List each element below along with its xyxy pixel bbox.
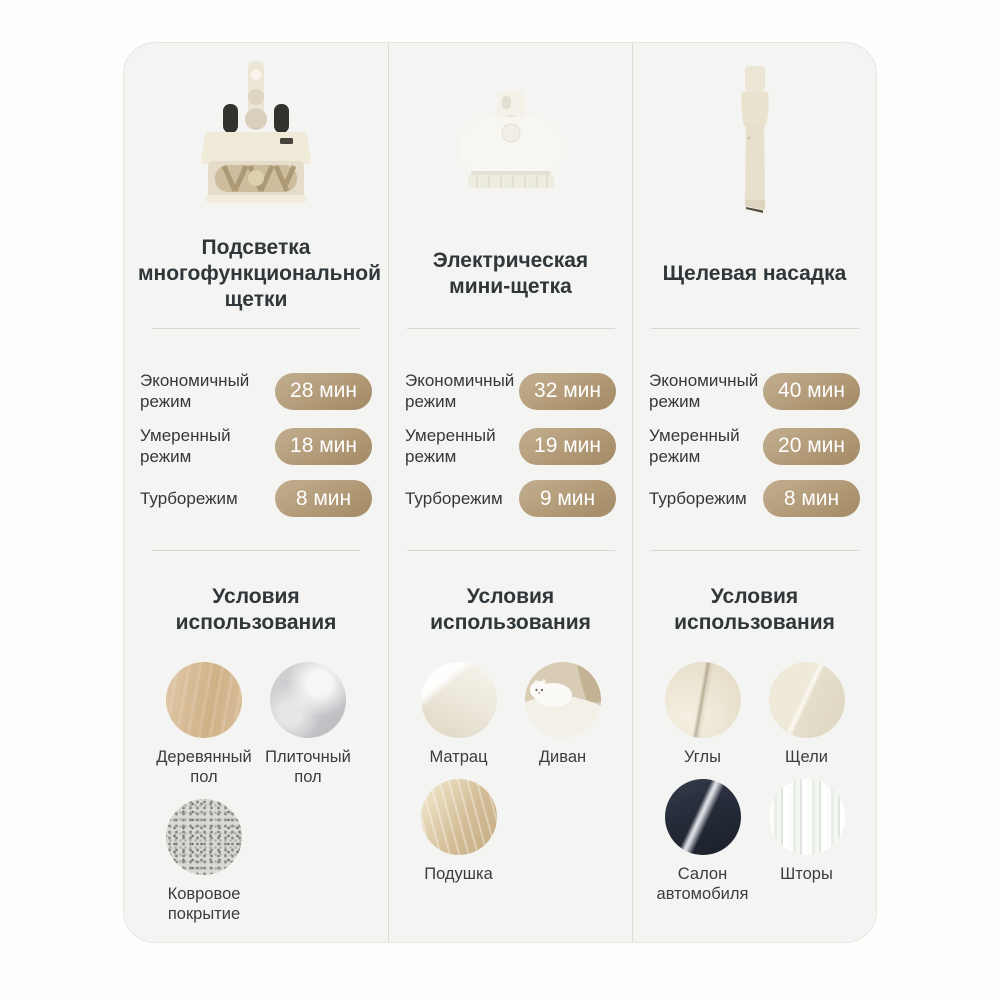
condition-label: Плиточный пол [265,748,351,786]
conditions-grid [138,662,374,924]
title-box [403,219,618,328]
divider [651,550,859,551]
condition-item [407,662,511,767]
mode-label: Турборежим [405,489,503,508]
runtime-modes [403,329,618,550]
crevice-nozzle-illustration [685,64,825,219]
mode-label: Турборежим [649,489,747,508]
divider [152,550,360,551]
condition-label: Шторы [780,865,833,883]
runtime-badge: 19 мин [519,428,616,465]
mode-row-eco [140,370,372,412]
title-box [138,219,381,328]
pillow-photo [421,779,497,855]
runtime-badge: 32 мин [519,373,616,410]
runtime-badge: 28 мин [275,373,372,410]
runtime-badge: 8 мин [275,480,372,517]
runtime-badge: 8 мин [763,480,860,517]
condition-item [755,662,859,767]
crevice-nozzle-image [647,43,862,219]
column-multifunction-brush [124,43,388,942]
condition-label: Деревянный пол [156,748,252,786]
mode-label: Умеренный режим [405,426,496,466]
condition-label: Ковровое покрытие [167,885,241,923]
condition-item [755,779,859,904]
condition-label: Салон автомобиля [656,865,749,903]
mode-label: Экономичный режим [649,371,759,411]
runtime-modes [647,329,862,550]
title-box [647,219,862,328]
divider [407,550,615,551]
condition-item [511,662,615,767]
mini-brush-illustration [441,89,581,219]
runtime-badge: 18 мин [275,428,372,465]
mode-row-eco [405,370,616,412]
condition-item [651,662,755,767]
runtime-badge: 20 мин [763,428,860,465]
mode-row-turbo [140,480,372,517]
condition-item [152,662,256,787]
tile-floor-photo [270,662,346,738]
mode-row-turbo [405,480,616,517]
mode-row-eco [649,370,860,412]
conditions-title: Условия использования [175,585,337,634]
attachment-title: Щелевая насадка [662,261,847,285]
condition-label: Щели [785,748,828,766]
attachment-title: Электрическая мини-щетка [432,248,589,298]
runtime-modes [138,329,374,550]
mode-row-moderate [140,425,372,467]
conditions-grid [647,662,862,904]
sofa-photo [525,662,601,738]
condition-item [651,779,755,904]
mode-row-turbo [649,480,860,517]
mode-row-moderate [649,425,860,467]
mode-label: Экономичный режим [405,371,515,411]
mode-label: Турборежим [140,489,238,508]
mode-row-moderate [405,425,616,467]
runtime-badge: 9 мин [519,480,616,517]
column-crevice-nozzle [632,43,876,942]
column-header [647,43,862,328]
mattress-photo [421,662,497,738]
attachments-comparison-card [123,42,877,943]
multifunction-brush-illustration [186,59,326,219]
condition-label: Диван [538,748,587,766]
wood-floor-photo [166,662,242,738]
multifunction-brush-image [138,43,374,219]
conditions-grid [403,662,618,884]
mode-label: Умеренный режим [649,426,740,466]
corners-photo [665,662,741,738]
mode-label: Экономичный режим [140,371,250,411]
condition-label: Матрац [429,748,488,766]
condition-label: Подушка [424,865,493,883]
car-interior-photo [665,779,741,855]
attachment-title: Подсветка многофункциональной щетки [138,235,381,311]
mini-brush-image [403,43,618,219]
conditions-title: Условия использования [674,585,835,634]
condition-label: Углы [684,748,721,766]
column-mini-brush [388,43,632,942]
condition-item [256,662,360,787]
column-header [403,43,618,328]
runtime-badge: 40 мин [763,373,860,410]
mode-label: Умеренный режим [140,426,231,466]
crevices-photo [769,662,845,738]
column-header [138,43,381,328]
curtains-photo [769,779,845,855]
condition-item [152,799,256,924]
conditions-title: Условия использования [430,585,591,634]
carpet-photo [166,799,242,875]
condition-item [407,779,511,884]
